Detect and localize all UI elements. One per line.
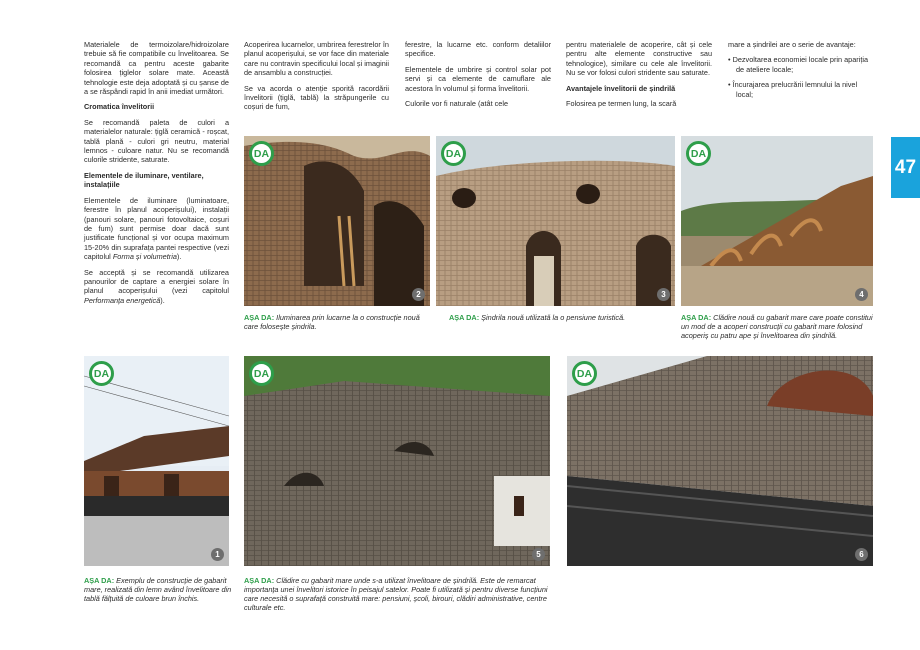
caption-label: AȘA DA:	[84, 576, 115, 585]
section-heading: Elementele de iluminare, ventilare, instalațiile	[84, 170, 204, 190]
photo-4-large-building	[681, 136, 873, 306]
caption-label: AȘA DA:	[449, 313, 480, 322]
caption-label: AȘA DA:	[681, 313, 712, 322]
list-item: • Dezvoltarea economiei locale prin apariția de ateliere locale;	[728, 55, 869, 74]
section-heading: Cromatica învelitorii	[84, 102, 155, 112]
paragraph-text: Elementele de iluminare (luminatoare, ferestre în planul acoperișului), instalații (panouri solare, panouri fotovoltaice, coșuri de fum) sunt permise doar dacă sunt justificate funcțional și vor ocupa maximum 15-20% din suprafața pantei respective (vezi capitolul	[84, 195, 229, 262]
photo-number: 5	[532, 548, 545, 561]
approved-badge: DA	[249, 141, 274, 166]
text-column-5	[728, 40, 873, 105]
section-heading: Avantajele învelitorii de șindrilă	[566, 83, 676, 93]
approved-badge: DA	[249, 361, 274, 386]
approved-badge: DA	[441, 141, 466, 166]
photo-6-roof-eaves-detail	[567, 356, 873, 566]
approved-badge: DA	[89, 361, 114, 386]
photo-5-illustration	[244, 356, 550, 566]
caption-text: Clădire nouă cu gabarit mare care poate constitui un mod de a acoperi construcții cu gabarit mare folosind acoperiș cu patru ape și învelitoarea din șindrilă.	[681, 313, 873, 340]
photo-1-wooden-building	[84, 356, 229, 566]
paragraph: Folosirea pe termen lung, la scară	[566, 99, 677, 109]
caption-text: Iluminarea prin lucarne la o construcție nouă care folosește șindrila.	[244, 313, 420, 331]
list-item: • Încurajarea prelucrării lemnului la nivel local;	[728, 80, 858, 99]
chapter-reference: Forma și volumetria	[112, 252, 177, 262]
paragraph: Acoperirea lucarnelor, umbrirea ferestrelor în planul acoperișului, se vor face din materiale care nu contravin specificului local și imaginii de ansamblu a construcției.	[244, 40, 389, 78]
photo-5-caption	[244, 576, 554, 612]
paragraph: Culorile vor fi naturale (atât cele	[405, 99, 509, 109]
photo-5-shingle-roof-village	[244, 356, 550, 566]
caption-text: Exemplu de construcție de gabarit mare, realizată din lemn având învelitoare din tablă fălțuită de culoare brun închis.	[84, 576, 232, 603]
advantages-list	[728, 55, 873, 99]
paragraph	[84, 268, 229, 306]
caption-label: AȘA DA:	[244, 576, 275, 585]
text-column-1	[84, 40, 229, 311]
paragraph-text: ).	[176, 252, 182, 262]
photo-2-caption	[244, 313, 430, 331]
photo-1-illustration	[84, 356, 229, 566]
paragraph: mare a șindrilei are o serie de avantaje:	[728, 40, 856, 49]
photo-number: 3	[657, 288, 670, 301]
photo-number: 6	[855, 548, 868, 561]
caption-text: Clădire cu gabarit mare unde s-a utilizat învelitoare de șindrilă. Este de remarcat importanța unei învelitori istorice în peisajul satelor. Poate fi utilizată și pentru diverse funcțiuni care necesită o suprafață construită mare: pensiuni, școli, birouri, clădiri administrative, centre culturale etc.	[244, 576, 548, 612]
photo-4-caption	[681, 313, 873, 340]
approved-badge: DA	[572, 361, 597, 386]
text-column-3	[405, 40, 551, 114]
paragraph: Se va acorda o atenție sporită racordării învelitorii (țiglă, tablă) la străpungerile cu coșuri de fum,	[244, 83, 389, 112]
text-column-4	[566, 40, 712, 114]
photo-2-shingle-dormers	[244, 136, 430, 306]
photo-2-illustration	[244, 136, 430, 306]
paragraph: Se recomandă paleta de culori a materialelor naturale: țiglă ceramică - roșcat, tablă plană - culori gri neutru, material lemnos - culoare natur. Nu se recomandă culorile stridente, saturate.	[84, 117, 229, 165]
page-number: 47	[894, 156, 917, 178]
photo-number: 1	[211, 548, 224, 561]
paragraph: Elementele de umbrire și control solar pot servi și ca elemente de camuflare ale acestora în volumul și forma învelitorii.	[405, 64, 551, 93]
paragraph: pentru materialele de acoperire, cât și cele pentru alte elemente constructive sau tehnologice), similare cu cele ale învelitorii. Nu se vor folosi culori stridente sau saturate.	[566, 40, 712, 78]
paragraph	[84, 196, 229, 262]
approved-badge: DA	[686, 141, 711, 166]
photo-4-illustration	[681, 136, 873, 306]
paragraph-text: ).	[160, 295, 165, 305]
photo-1-caption	[84, 576, 232, 603]
text-column-2	[244, 40, 389, 118]
photo-number: 4	[855, 288, 868, 301]
paragraph-text: Se acceptă și se recomandă utilizarea panourilor de captare a energiei solare în planul acoperișului (vezi capitolul	[84, 267, 229, 296]
page-number-tab	[891, 137, 920, 198]
photo-number: 2	[412, 288, 425, 301]
paragraph: ferestre, la lucarne etc. conform detaliilor specifice.	[405, 40, 551, 59]
photo-3-illustration	[436, 136, 675, 306]
caption-label: AȘA DA:	[244, 313, 275, 322]
photo-3-pension-shingle-roof	[436, 136, 675, 306]
photo-6-illustration	[567, 356, 873, 566]
chapter-reference: Performanța energetică	[84, 295, 161, 305]
caption-text: Șindrila nouă utilizată la o pensiune turistică.	[479, 313, 626, 322]
paragraph: Materialele de termoizolare/hidroizolare trebuie să fie compatibile cu învelitoarea. Se recomandă ca pentru aceste gabarite folosirea țiglelor solare mate. Această tehnologie este deja adoptată și cu șanse de a se răspândi rapid în anii imediat următori.	[84, 40, 229, 97]
photo-3-caption	[449, 313, 675, 322]
